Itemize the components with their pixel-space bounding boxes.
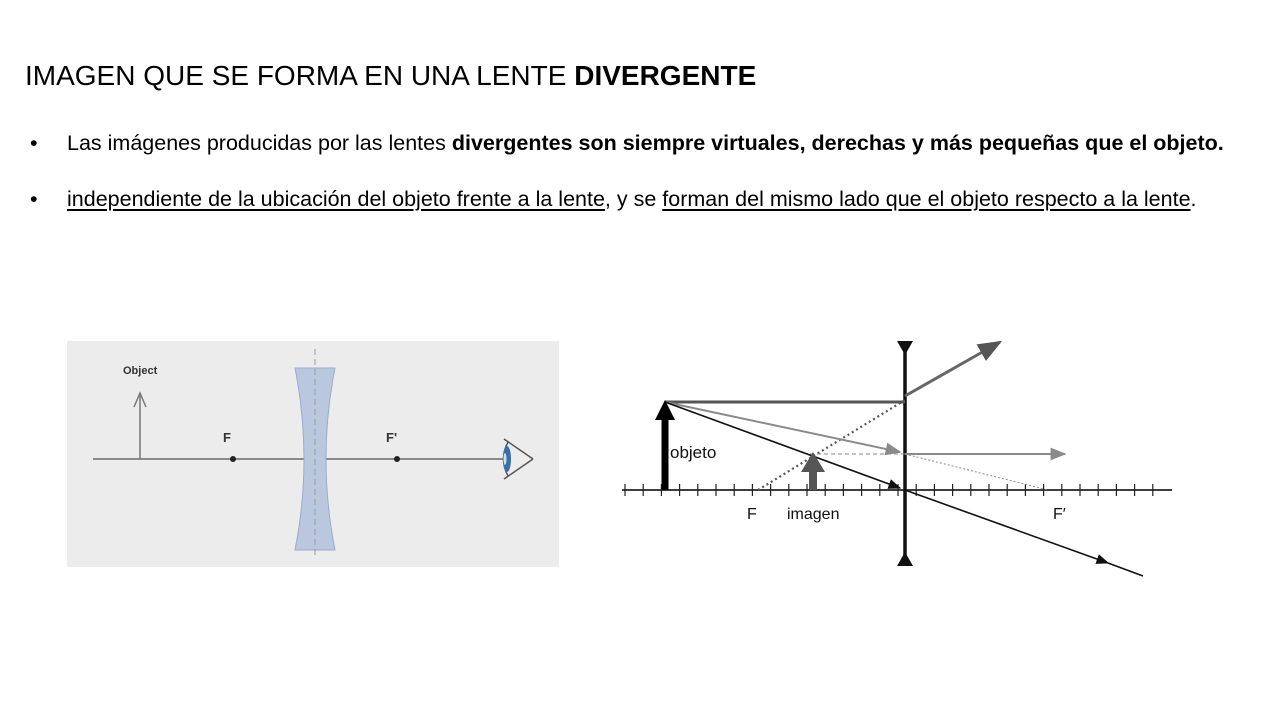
virtual-extension-f-prime bbox=[905, 454, 1048, 490]
object-label: objeto bbox=[670, 443, 717, 462]
image-label: imagen bbox=[787, 506, 840, 523]
slide-title bbox=[25, 60, 756, 92]
object-label: Object bbox=[123, 365, 158, 377]
virtual-extension-f bbox=[758, 400, 905, 490]
bullet-2-text: , y se bbox=[604, 187, 663, 211]
focus-left-point bbox=[230, 456, 236, 462]
lens-bottom-marker bbox=[897, 552, 913, 566]
central-ray-tail bbox=[1108, 563, 1143, 576]
focus-right-point bbox=[394, 456, 400, 462]
bullet-2-underlined-1: independiente de la ubicación del objeto frente a la lente bbox=[67, 187, 605, 211]
focus-left-label: F bbox=[747, 506, 757, 523]
focus-left-label: F bbox=[223, 430, 231, 445]
title-bold: DIVERGENTE bbox=[574, 60, 757, 91]
focus-right-label: F′ bbox=[1053, 506, 1066, 523]
parallel-ray-refracted bbox=[905, 342, 1000, 396]
central-ray-continued bbox=[905, 490, 1108, 563]
lens-top-marker bbox=[897, 341, 913, 355]
bullet-item-1 bbox=[30, 127, 1232, 159]
focus-right-label: F' bbox=[386, 430, 398, 445]
title-normal: IMAGEN QUE SE FORMA EN UNA LENTE bbox=[25, 60, 575, 91]
left-lens-diagram bbox=[67, 341, 559, 567]
bullet-2-end: . bbox=[1190, 187, 1197, 211]
bullet-2-underlined-2: forman del mismo lado que el objeto respecto a la lente bbox=[662, 187, 1191, 211]
right-ray-diagram bbox=[610, 330, 1180, 585]
bullet-1-text: Las imágenes producidas por las lentes bbox=[67, 131, 452, 155]
image-arrow-head bbox=[801, 452, 825, 472]
bullet-marker: • bbox=[30, 131, 38, 155]
bullet-marker: • bbox=[30, 187, 38, 211]
bullet-list bbox=[30, 127, 1232, 215]
bullet-item-2 bbox=[30, 183, 1232, 215]
bullet-1-bold-text: divergentes son siempre virtuales, derechas y más pequeñas que el objeto. bbox=[451, 131, 1224, 155]
